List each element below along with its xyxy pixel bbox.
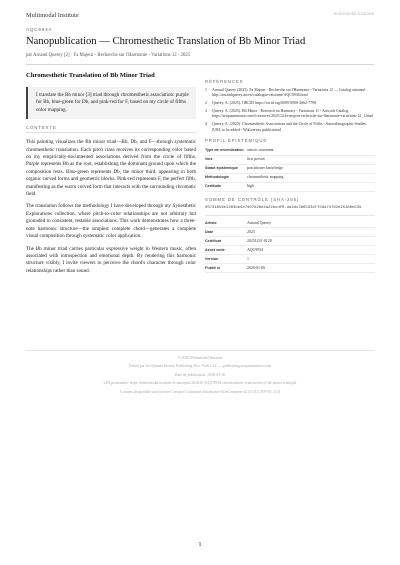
- profile-key: Méthodologie: [205, 173, 247, 182]
- main-heading: Chromesthetic Translation of Bb Minor Triad: [26, 72, 155, 79]
- meta-row: [205, 264, 375, 273]
- body-paragraph: The Bb minor triad carries particular expressive weight in Western music, often associated with introspection and emotional depth. By rendering this harmonic structure visibly, I invite viewers to perceive the chord's character through color relationships rather than sound.: [26, 245, 196, 274]
- license-line[interactable]: Contenu disponible sous licence Creative Commons Attribution-NonCommercial 4.0 (CC BY-NC 4.0): [120, 389, 280, 394]
- reference-number: 4: [205, 122, 207, 127]
- profile-key: Statut épistémique: [205, 164, 247, 173]
- profile-key: Certitude: [205, 182, 247, 191]
- meta-value: Arnaud Querey: [247, 219, 375, 228]
- page-number: 1: [198, 541, 202, 548]
- meta-key: Certificat: [205, 237, 247, 246]
- permanent-uri-line[interactable]: URI permanent: https://multimodal.institute/fr/nanopub/2026/01/AQC9934-chromesthetic-translation-of-bb-minor-triad.pdf: [103, 381, 297, 386]
- meta-row: [205, 228, 375, 237]
- meta-key: Publié le: [205, 264, 247, 273]
- context-label: CONTEXTE: [26, 125, 196, 133]
- profile-key: Type de revendication: [205, 147, 247, 156]
- reference-item[interactable]: [205, 101, 375, 106]
- reference-text: Querey, A. (2025). Chromesthetic Associations and the Circle of Fifths - Autoethnographic Studies. [URL to be added - Wikiversity publication]: [212, 122, 367, 132]
- profile-value: practitioner knowledge: [247, 164, 375, 173]
- profile-row: [205, 164, 375, 173]
- profile-row: [205, 155, 375, 164]
- reference-number: 3: [205, 109, 207, 114]
- profile-row: [205, 182, 375, 191]
- page-title: Nanopublication — Chromesthetic Translation of Bb Minor Triad: [26, 36, 306, 47]
- profile-value: high: [247, 182, 375, 191]
- byline: par Arnaud Querey [2] · Fa Majeur - Recherche sur l'Harmonie - Variations 12 · 2025: [26, 53, 191, 58]
- checksum-value[interactable]: 05731856e1283bb4e7407e28e4a22bcdf0-da3dc3865334f759a74762e25386b539: [205, 206, 375, 216]
- reference-item[interactable]: [205, 122, 375, 132]
- profile-row: [205, 147, 375, 156]
- meta-row: [205, 246, 375, 255]
- publisher-line[interactable]: Publié par Art Quanta Institut Publishing New York LLC — publishing.artquantumsea.com: [128, 364, 272, 369]
- meta-row: [205, 255, 375, 264]
- meta-value: 2025: [247, 228, 375, 237]
- profile-label: PROFIL ÉPISTÉMIQUE: [205, 137, 268, 143]
- header-divider: [26, 64, 374, 65]
- meta-key: Date: [205, 228, 247, 237]
- reference-text: Querey, A. (2025). ORCID https://orcid.org/0009-0000-2662-7790: [212, 101, 317, 106]
- profile-value: artistic statement: [247, 147, 375, 156]
- reference-item[interactable]: [205, 109, 375, 119]
- meta-key: Asset code: [205, 246, 247, 255]
- checksum-section: [205, 197, 375, 216]
- profile-row: [205, 173, 375, 182]
- main-column: [26, 72, 196, 280]
- reference-number: 2: [205, 101, 207, 106]
- meta-row: [205, 219, 375, 228]
- meta-key: Artiste: [205, 219, 247, 228]
- sidebar: [205, 79, 375, 273]
- checksum-label: SOMME DE CONTRÔLE (SHA-256): [205, 196, 300, 202]
- document-id: AQC9934: [26, 27, 52, 32]
- meta-value: 1: [247, 255, 375, 264]
- reference-item[interactable]: [205, 88, 375, 98]
- abstract-box: I translate the Bb minor [3] triad through chromesthetic association: purple for Bb, blue-green for Db, and pink-red for F, based on my circle of fifths color mapping.: [26, 87, 196, 119]
- page-footer: [26, 350, 374, 396]
- metadata-table: [205, 219, 375, 273]
- meta-value: AQC9934: [247, 246, 375, 255]
- copyright-line: © 2026 Multimodal Institute: [177, 356, 223, 360]
- meta-value: 20251231-0129: [247, 237, 375, 246]
- brand-name[interactable]: Multimodal Institute: [26, 12, 79, 19]
- brand-link[interactable]: multimodal.institute: [333, 12, 374, 17]
- reference-number: 1: [205, 88, 207, 92]
- profile-value: chromesthetic mapping: [247, 173, 375, 182]
- body-paragraph: The translation follows the methodology I have developed through my Synesthetic Explorations collection, where pitch-to-color relationships are not arbitrary but grounded in consistent, testable associations. This work demonstrates how a three-note harmonic structure—the simplest complete chord—generates a complete visual composition through systematic color application.: [26, 203, 196, 240]
- meta-row: [205, 237, 375, 246]
- profile-table: [205, 147, 375, 192]
- profile-key: Voix: [205, 155, 247, 164]
- reference-text: Arnaud Querey (2025). Fa Majeur - Recherche sur l'Harmonie - Variations 12 — Catalog raisonné. http://arnaudquerey.art/en/catalogue-raisonne/AQC9934.html: [212, 88, 367, 98]
- profile-value: first person: [247, 155, 375, 164]
- top-bar: [26, 12, 374, 22]
- references-label: RÉFÉRENCES: [205, 79, 244, 84]
- meta-key: Version: [205, 255, 247, 264]
- epistemic-profile-section: [205, 138, 375, 192]
- body-paragraph: This painting visualizes the Bb minor triad—Bb, Db, and F—through systematic chromesthetic translation. Each pitch class receives its corresponding color based on my empirically-documented associations derived from the circle of fifths. Purple represents Bb as the root, establishing the dominant ground upon which the composition rests. Blue-green represents Db, the minor third, appearing in both organic curved forms and geometric blocks. Pink-red represents F, the perfect fifth, manifesting as the warm curved form that interacts with the surrounding chromatic field.: [26, 139, 196, 198]
- reference-text: Querey, A. (2025). Bb Minor - Research on Harmony - Variations 11 - Artwork Catalog. https://artquantumsea.com/fr/oeuvres/2025/12/fa-majeur-recherche-sur-lharmonie-variations-12_1.html: [212, 109, 374, 119]
- meta-value: 2026-01-06: [247, 264, 375, 273]
- publication-date-line: Date de publication: 2026-01-26: [174, 372, 226, 377]
